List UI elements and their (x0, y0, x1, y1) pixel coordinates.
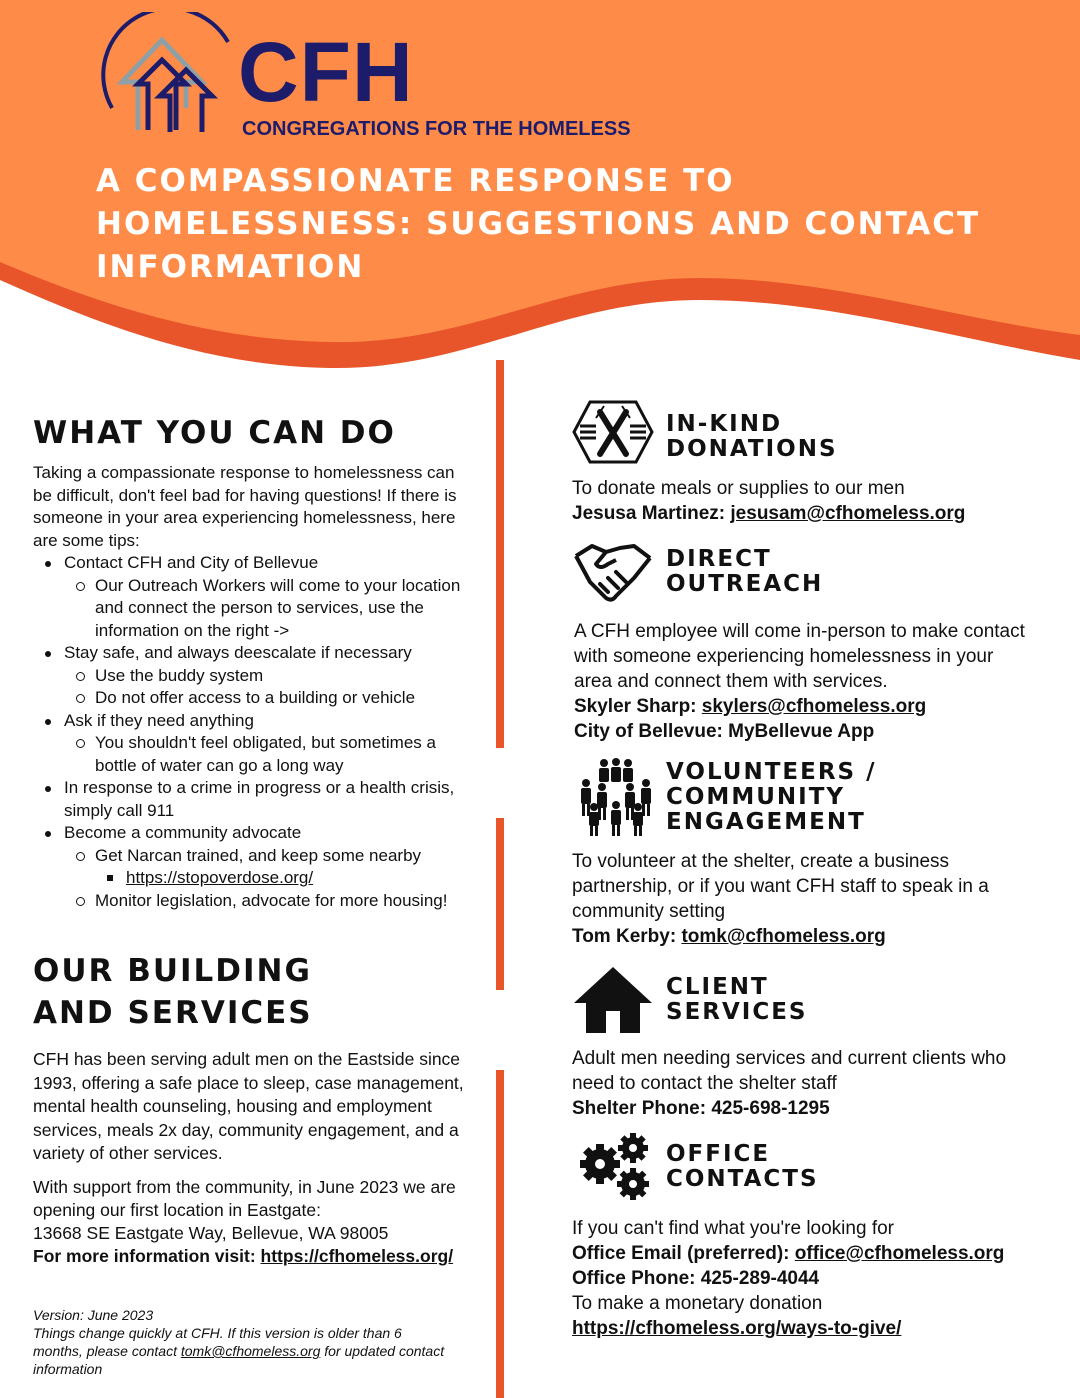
logo-subtitle: CONGREGATIONS FOR THE HOMELESS (242, 118, 631, 140)
office-phone: Office Phone: 425-289-4044 (572, 1268, 820, 1289)
list-item: You shouldn't feel obligated, but sometimes a bottle of water can go a long way (64, 732, 473, 777)
section-heading: OUR BUILDING AND SERVICES (33, 953, 313, 1031)
list-item: Do not offer access to a building or vehicle (64, 687, 473, 710)
list-item: Ask if they need anything You shouldn't feel obligated, but sometimes a bottle of water can go a long way (33, 710, 473, 778)
client-title: CLIENT SERVICES (666, 974, 808, 1025)
tips-list (33, 552, 473, 912)
list-item: Monitor legislation, advocate for more housing! (64, 890, 473, 913)
list-item: In response to a crime in progress or a health crisis, simply call 911 (33, 777, 473, 822)
version-line: Version: June 2023 (33, 1307, 154, 1323)
people-group-icon (576, 757, 656, 837)
gears-icon (576, 1130, 656, 1206)
section-heading: WHAT YOU CAN DO (33, 415, 396, 451)
list-item: Our Outreach Workers will come to your location and connect the person to services, use the information on the right -> (64, 575, 473, 643)
column-divider (496, 1070, 504, 1398)
list-item: Contact CFH and City of Bellevue Our Outreach Workers will come to your location and connect the person to services, use the information on the right -> (33, 552, 473, 642)
list-item: Get Narcan trained, and keep some nearby https://stopoverdose.org/ (64, 845, 473, 890)
column-divider (496, 360, 504, 748)
list-item: Stay safe, and always deescalate if necessary Use the buddy system Do not offer access to a building or vehicle (33, 642, 473, 710)
building-description: CFH has been serving adult men on the Eastside since 1993, offering a safe place to sleep, case management, mental health counseling, housing and employment services, meals 2x day, community engagement, and a variety of other services. (33, 1049, 464, 1163)
stopoverdose-link[interactable]: https://stopoverdose.org/ (95, 867, 473, 890)
volunteers-title: VOLUNTEERS / COMMUNITY ENGAGEMENT (666, 759, 877, 835)
version-email-link[interactable]: tomk@cfhomeless.org (180, 1343, 321, 1359)
outreach-details: A CFH employee will come in-person to make contact with someone experiencing homelessness in your area and connect them with services. Skyler Sharp: skylers@cfhomeless.org City of Bellevue: MyBellevue App (574, 621, 1025, 742)
what-you-can-do-section (33, 412, 473, 912)
jesusa-email-link[interactable]: jesusam@cfhomeless.org (730, 503, 966, 524)
in-kind-details: To donate meals or supplies to our men Jesusa Martinez: jesusam@cfhomeless.org (572, 478, 966, 524)
column-divider (496, 818, 504, 990)
opening-text: With support from the community, in June 2023 we are opening our first location in Eastgate: (33, 1176, 456, 1220)
page-title: A COMPASSIONATE RESPONSE TO HOMELESSNESS: SUGGESTIONS AND CONTACT INFORMATION (96, 163, 981, 285)
donate-link[interactable]: https://cfhomeless.org/ways-to-give/ (572, 1318, 902, 1339)
intro-text: Taking a compassionate response to homelessness can be difficult, don't feel bad for having questions! If there is someone in your area experiencing homelessness, here are some tips: (33, 463, 457, 550)
house-icon (572, 965, 654, 1035)
houses-logo-icon (100, 12, 240, 142)
list-item: Use the buddy system (64, 665, 473, 688)
handshake-icon (572, 538, 654, 606)
address: 13668 SE Eastgate Way, Bellevue, WA 98005 (33, 1222, 389, 1243)
tom-email-link[interactable]: tomk@cfhomeless.org (681, 926, 886, 947)
cfh-logo (100, 12, 700, 147)
client-details: Adult men needing services and current clients who need to contact the shelter staff Shelter Phone: 425-698-1295 (572, 1046, 1042, 1121)
skyler-email-link[interactable]: skylers@cfhomeless.org (701, 696, 927, 717)
shelter-phone: Shelter Phone: 425-698-1295 (572, 1098, 830, 1119)
office-email-link[interactable]: office@cfhomeless.org (794, 1243, 1005, 1264)
version-note (33, 1306, 453, 1378)
building-section (33, 950, 473, 1268)
office-details: If you can't find what you're looking for Office Email (preferred): office@cfhomeless.org Office Phone: 425-289-4044 To make a monetary donation https://cfhomeless.org/ways-to-give/ (572, 1216, 1042, 1341)
volunteers-details: To volunteer at the shelter, create a business partnership, or if you want CFH staff to speak in a community setting Tom Kerby: tomk@cfhomeless.org (572, 851, 989, 947)
in-kind-title: IN-KIND DONATIONS (666, 411, 838, 462)
version-disclaimer: Things change quickly at CFH. If this version is older than 6 months, please contact tomk@cfhomeless.org for updated contact information (33, 1325, 445, 1377)
outreach-title: DIRECT OUTREACH (666, 546, 824, 597)
office-title: OFFICE CONTACTS (666, 1141, 819, 1192)
list-item: Become a community advocate Get Narcan trained, and keep some nearby https://stopoverdose.org/ Monitor legislation, advocate for more housing! (33, 822, 473, 912)
fork-knife-icon (572, 400, 654, 464)
more-info: For more information visit: https://cfhomeless.org/ (33, 1245, 454, 1266)
logo-name: CFH (238, 25, 414, 119)
website-link[interactable]: https://cfhomeless.org/ (260, 1245, 454, 1266)
